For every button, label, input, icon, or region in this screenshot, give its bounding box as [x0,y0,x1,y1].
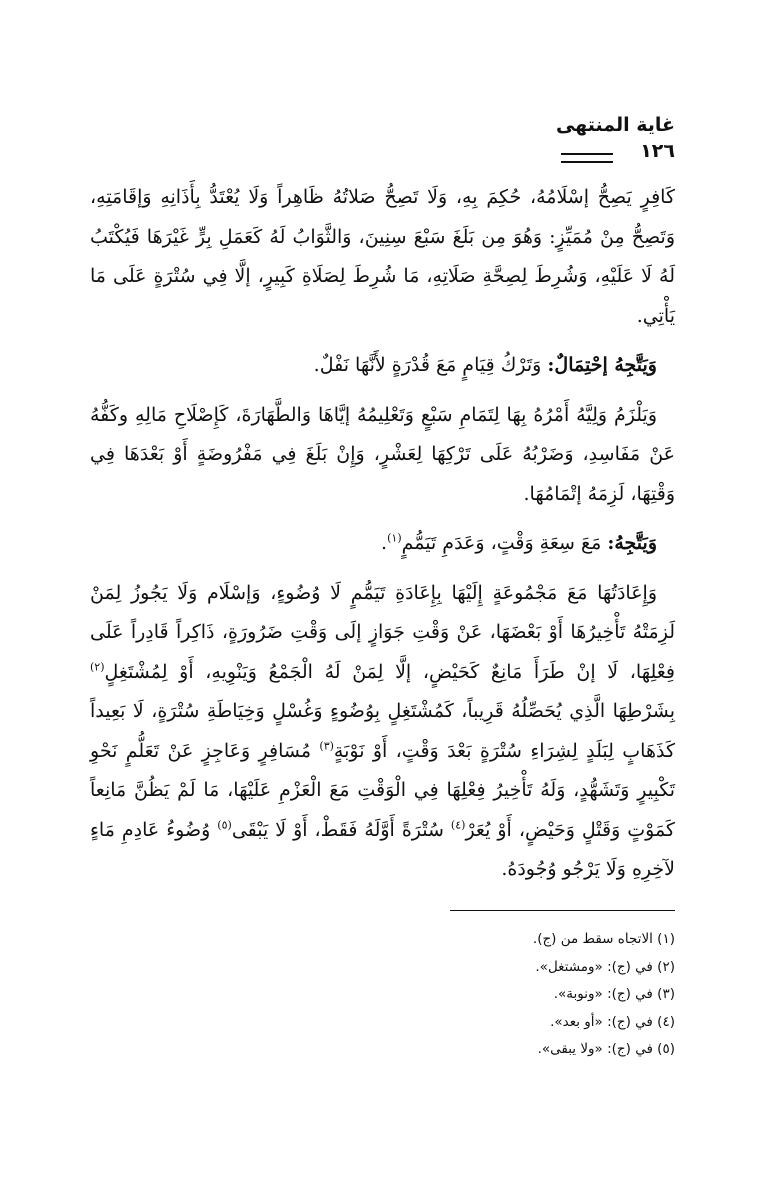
paragraph-5-part-b: بِشَرْطِهَا الَّذِي يُحَصِّلُهُ قَرِيباً، كَمُشْتَغِلٍ بِوُضُوءٍ وَغُسْلٍ وَخِيَاطَةِ سُتْرَةٍ، لَا بَعِيداً كَذَهَابٍ لِبَلَدٍ لِشِرَاءِ سُتْرَةٍ بَعْدَ وَقْتٍ، أَوْ نَوْبَةٍ [90,700,675,762]
footnote-separator [450,910,675,911]
paragraph-5-part-c: مُسَافِرٍ وَعَاجِزٍ عَنْ تَعَلُّمٍ نَحْوِ تَكْبِيرٍ وَتَشَهُّدٍ، وَلَهُ تَأْخِيرُ فِعْلِهَا فِي الْوَقْتِ مَعَ الْعَزْمِ عَلَيْهَا، مَا لَمْ يَظُنَّ مَانِعاً كَمَوْتٍ وَقَتْلٍ وَحَيْضٍ، أَوْ يُعَرْ [90,739,675,841]
running-title: غاية المنتهى [555,114,675,136]
paragraph-5 [90,574,675,890]
footnote-ref-3: (٣) [319,739,334,753]
paragraph-5-part-a: وَإِعَادَتُهَا مَعَ مَجْمُوعَةٍ إِلَيْهَا بِإِعَادَةِ تَيَمُّمٍ لَا وُضُوءٍ، وَإسْلَام وَلَا يَجُوزُ لِمَنْ لَزِمَتْهُ تَأْخِيرُهَا أَوْ بَعْضَهَا، عَنْ وَقْتِ جَوَازٍ إلَى وَقْتِ ضَرُورَةٍ، ذَاكِراً قَادِراً عَلَى فِعْلِهَا، لَا إنْ طَرَأَ مَانِعٌ كَحَيْضٍ، إلَّا لِمَنْ لَهُ الْجَمْعُ وَيَنْوِيهِ، أَوْ لِمُشْتَغِلٍ [90,581,675,683]
footnote-3: (٣) في (ج): «ونوبة». [553,986,675,1002]
footnote-1: (١) الاتجاه سقط من (ج). [532,931,675,947]
footnote-4: (٤) في (ج): «أو بعد». [550,1013,675,1030]
paragraph-4-end: . [381,532,388,554]
paragraph-4-text: مَعَ سِعَةِ وَقْتٍ، وَعَدَمِ تَيَمُّمٍ [401,532,602,554]
paragraph-4-lead: وَيَتَّجِهُ: [607,532,657,554]
footnote-5: (٥) في (ج): «ولا يبقى». [537,1041,675,1057]
header-double-rule [561,153,613,163]
paragraph-5-part-d: سُتْرَةً أَوَّلَهُ فَقَطْ، أَوْ لَا يَبْقَى [231,818,451,841]
main-text [90,178,675,900]
footnote-ref-1: (١) [387,531,402,545]
footnote-2: (٢) في (ج): «ومشتغل». [535,958,675,975]
footnote-ref-2: (٢) [90,660,105,674]
paragraph-4 [90,524,675,564]
paragraph-1: كَافِرٍ يَصِحُّ إسْلَامُهُ، حُكِمَ بِهِ، وَلَا تَصِحُّ صَلاتُهُ ظَاهِراً وَلَا يُعْتَدُّ بِأَذَانِهِ وَإقَامَتِهِ، وَتَصِحُّ مِنْ مُمَيِّزٍ: وَهُوَ مِن بَلَغَ سَبْعَ سِنِينَ، وَالثَّوَابُ لَهُ كَعَمَلِ بِرٍّ غَيْرَهَا فَيُكْتَبُ لَهُ لَا عَلَيْهِ، وَشُرِطَ لِصِحَّةِ صَلَاتِهِ، مَا شُرِطَ لِصَلَاةِ كَبِيرٍ، إلَّا فِي سُتْرَةٍ عَلَى مَا يَأْتِي. [90,186,675,327]
footnote-ref-5: (٥) [217,818,232,832]
footnote-ref-4: (٤) [450,818,466,832]
paragraph-3: وَيَلْزَمُ وَلِيَّهُ أَمْرُهُ بِهَا لِتَمَامِ سَبْعٍ وَتَعْلِيمُهُ إيَّاهَا وَالطَّهَارَةَ، كَإِصْلَاحِ مَالِهِ وكَفُّهُ عَنْ مَفَاسِدِ، وَضَرْبُهُ عَلَى تَرْكِهَا لِعَشْرٍ، وَإِنْ بَلَغَ فِي مَفْرُوضَةٍ أَوْ بَعْدَهَا فِي وَقْتِهَا، لَزِمَهُ إتْمَامُهَا. [90,403,675,505]
paragraph-2-lead: وَيَتَّجِهُ إحْتِمَالٌ: [547,354,657,376]
paragraph-5-part-e: وُضُوءُ عَادِمِ مَاءٍ لآخِرِهِ وَلَا يَرْجُو وُجُودَهُ. [90,818,675,880]
footnotes [90,926,675,1064]
page-number: ١٢٦ [640,140,675,162]
paragraph-2 [90,346,675,386]
paragraph-2-text: وَتَرْكُ قِيَامٍ مَعَ قُدْرَةٍ لأَنَّهَا نَفْلٌ. [313,354,542,376]
page-number-row [95,140,675,170]
